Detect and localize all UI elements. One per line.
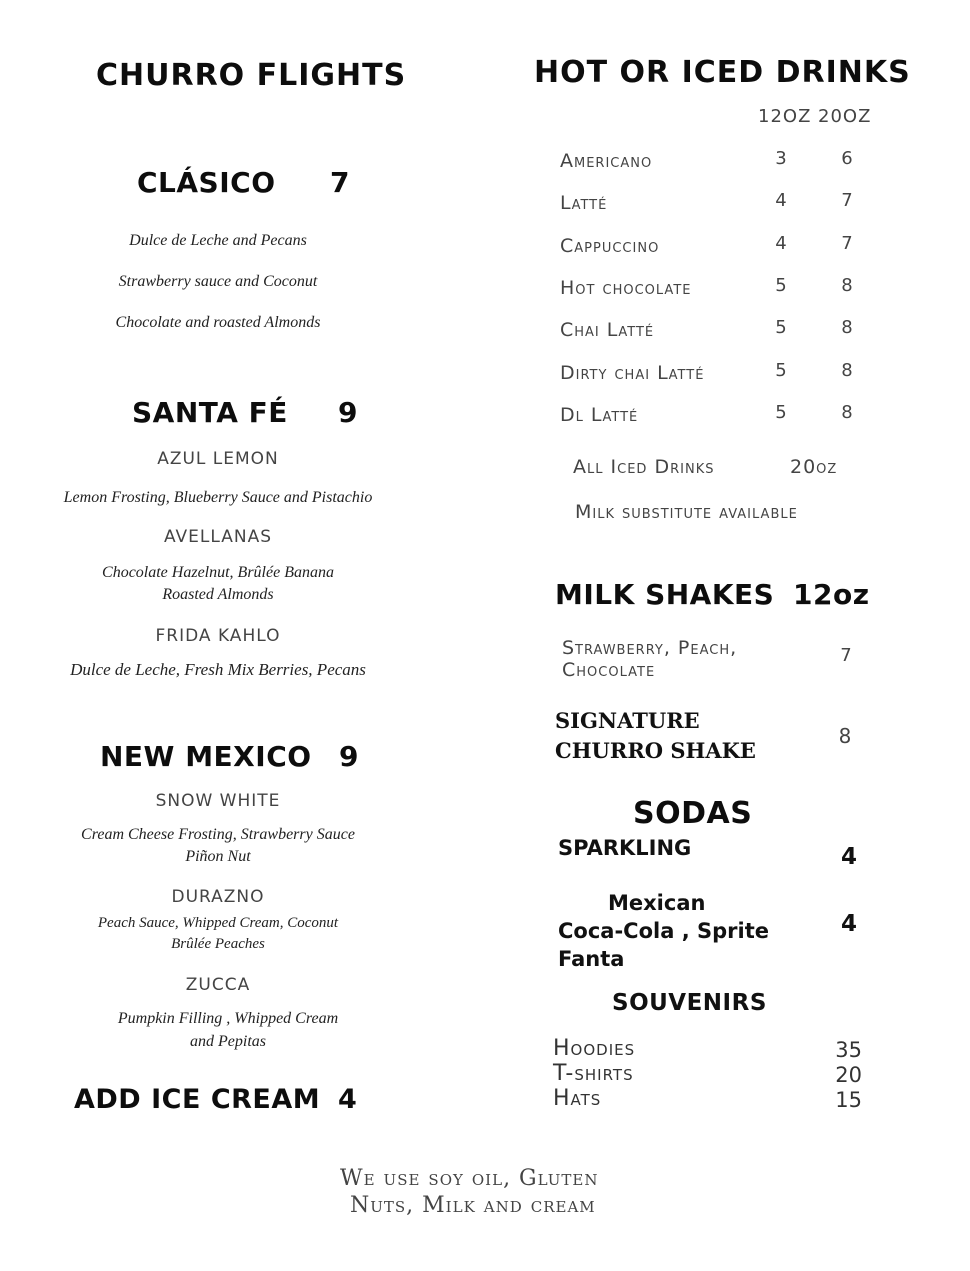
souvenir-price: 20 xyxy=(835,1063,862,1087)
mexican-soda-line: Fanta xyxy=(558,947,625,971)
drink-price-20oz: 7 xyxy=(841,190,853,212)
mexican-soda-line: Coca-Cola , Sprite xyxy=(558,919,769,943)
flavor-name: FRIDA KAHLO xyxy=(155,626,281,646)
souvenirs-title: SOUVENIRS xyxy=(612,990,767,1016)
allergen-line: We use soy oil, Gluten xyxy=(340,1166,599,1191)
drink-name: Latté xyxy=(560,192,608,215)
signature-line: CHURRO SHAKE xyxy=(555,738,756,763)
souvenir-price: 15 xyxy=(835,1088,862,1112)
drink-price-12oz: 3 xyxy=(775,148,787,169)
clasico-price: 7 xyxy=(330,166,350,199)
souvenir-item: Hats xyxy=(553,1086,602,1111)
flavor-description: Lemon Frosting, Blueberry Sauce and Pistachio xyxy=(63,489,373,506)
shake-flavors xyxy=(562,637,737,681)
milk-substitute-note: Milk substitute available xyxy=(575,501,798,523)
iced-drinks-label: All Iced Drinks xyxy=(573,456,715,478)
size-20oz-header: 20OZ xyxy=(818,106,872,127)
allergen-note xyxy=(340,1165,599,1219)
allergen-line: Nuts, Milk and cream xyxy=(350,1193,596,1218)
drink-price-20oz: 8 xyxy=(841,359,853,381)
signature-line: SIGNATURE xyxy=(555,708,700,733)
drink-price-12oz: 4 xyxy=(775,232,787,254)
souvenir-price: 35 xyxy=(835,1038,862,1062)
drink-price-20oz: 6 xyxy=(841,148,853,169)
new-mexico-heading: NEW MEXICO xyxy=(100,740,312,773)
flavor-name: SNOW WHITE xyxy=(155,791,281,811)
flavor-description: Pumpkin Filling , Whipped Cream xyxy=(117,1010,339,1027)
clasico-item: Chocolate and roasted Almonds xyxy=(115,314,321,331)
drink-price-12oz: 5 xyxy=(775,274,787,296)
flavor-description: Piñon Nut xyxy=(185,848,251,865)
add-ice-cream-price: 4 xyxy=(338,1084,357,1115)
santa-fe-price: 9 xyxy=(338,396,358,429)
flavor-name: AZUL LEMON xyxy=(157,449,279,469)
drink-name: Cappuccino xyxy=(560,234,660,257)
flavor-description: Brûlée Peaches xyxy=(171,936,265,952)
drink-price-12oz: 5 xyxy=(775,359,787,381)
drink-name: Dl Latté xyxy=(560,403,639,426)
flavor-name: DURAZNO xyxy=(171,887,265,907)
drink-price-20oz: 8 xyxy=(841,401,853,423)
clasico-heading: CLÁSICO xyxy=(137,166,276,199)
signature-churro-shake xyxy=(555,706,756,766)
new-mexico-price: 9 xyxy=(339,740,359,773)
drink-price-20oz: 8 xyxy=(841,274,853,296)
clasico-item: Dulce de Leche and Pecans xyxy=(129,232,307,249)
drink-price-20oz: 8 xyxy=(841,317,853,339)
clasico-item: Strawberry sauce and Coconut xyxy=(118,273,318,290)
souvenir-list xyxy=(553,1036,635,1111)
drink-name: Chai Latté xyxy=(560,319,655,342)
shake-flavors-line: Strawberry, Peach, xyxy=(562,637,738,659)
flavor-name: ZUCCA xyxy=(185,975,251,995)
flavor-description: Chocolate Hazelnut, Brûlée Banana xyxy=(102,564,334,581)
add-ice-cream-label: ADD ICE CREAM xyxy=(74,1084,321,1115)
mexican-soda-line: Mexican xyxy=(608,891,706,915)
sparkling-label: SPARKLING xyxy=(558,836,692,860)
milk-shakes-size: 12oz xyxy=(793,578,870,611)
drink-name: Americano xyxy=(560,150,653,172)
souvenir-item: T-shirts xyxy=(553,1061,634,1086)
churro-flights-title: CHURRO FLIGHTS xyxy=(96,58,407,93)
drink-price-12oz: 4 xyxy=(775,190,787,212)
drink-name: Hot chocolate xyxy=(560,276,692,299)
flavor-description: Roasted Almonds xyxy=(162,586,274,603)
shake-flavors-price: 7 xyxy=(840,645,852,666)
drink-price-12oz: 5 xyxy=(775,317,787,339)
flavor-description: Peach Sauce, Whipped Cream, Coconut xyxy=(97,915,339,931)
signature-shake-price: 8 xyxy=(838,724,852,748)
shake-flavors-line: Chocolate xyxy=(562,659,656,681)
souvenir-item: Hoodies xyxy=(553,1036,636,1061)
drink-price-20oz: 7 xyxy=(841,232,853,254)
iced-drinks-size: 20oz xyxy=(790,456,838,478)
souvenir-prices xyxy=(820,1038,862,1113)
flavor-name: AVELLANAS xyxy=(163,527,272,547)
sodas-title: SODAS xyxy=(633,796,753,831)
milk-shakes-title: MILK SHAKES xyxy=(555,578,775,611)
sparkling-price: 4 xyxy=(841,844,858,870)
flavor-description: and Pepitas xyxy=(190,1033,266,1050)
flavor-description: Cream Cheese Frosting, Strawberry Sauce xyxy=(81,826,355,843)
santa-fe-heading: SANTA FÉ xyxy=(132,396,288,429)
mexican-soda-price: 4 xyxy=(841,911,858,937)
drink-price-12oz: 5 xyxy=(775,401,787,423)
hot-iced-drinks-title: HOT OR ICED DRINKS xyxy=(534,55,911,90)
drink-name: Dirty chai Latté xyxy=(560,361,705,384)
size-12oz-header: 12OZ xyxy=(758,106,812,127)
flavor-description: Dulce de Leche, Fresh Mix Berries, Pecans xyxy=(70,660,366,679)
